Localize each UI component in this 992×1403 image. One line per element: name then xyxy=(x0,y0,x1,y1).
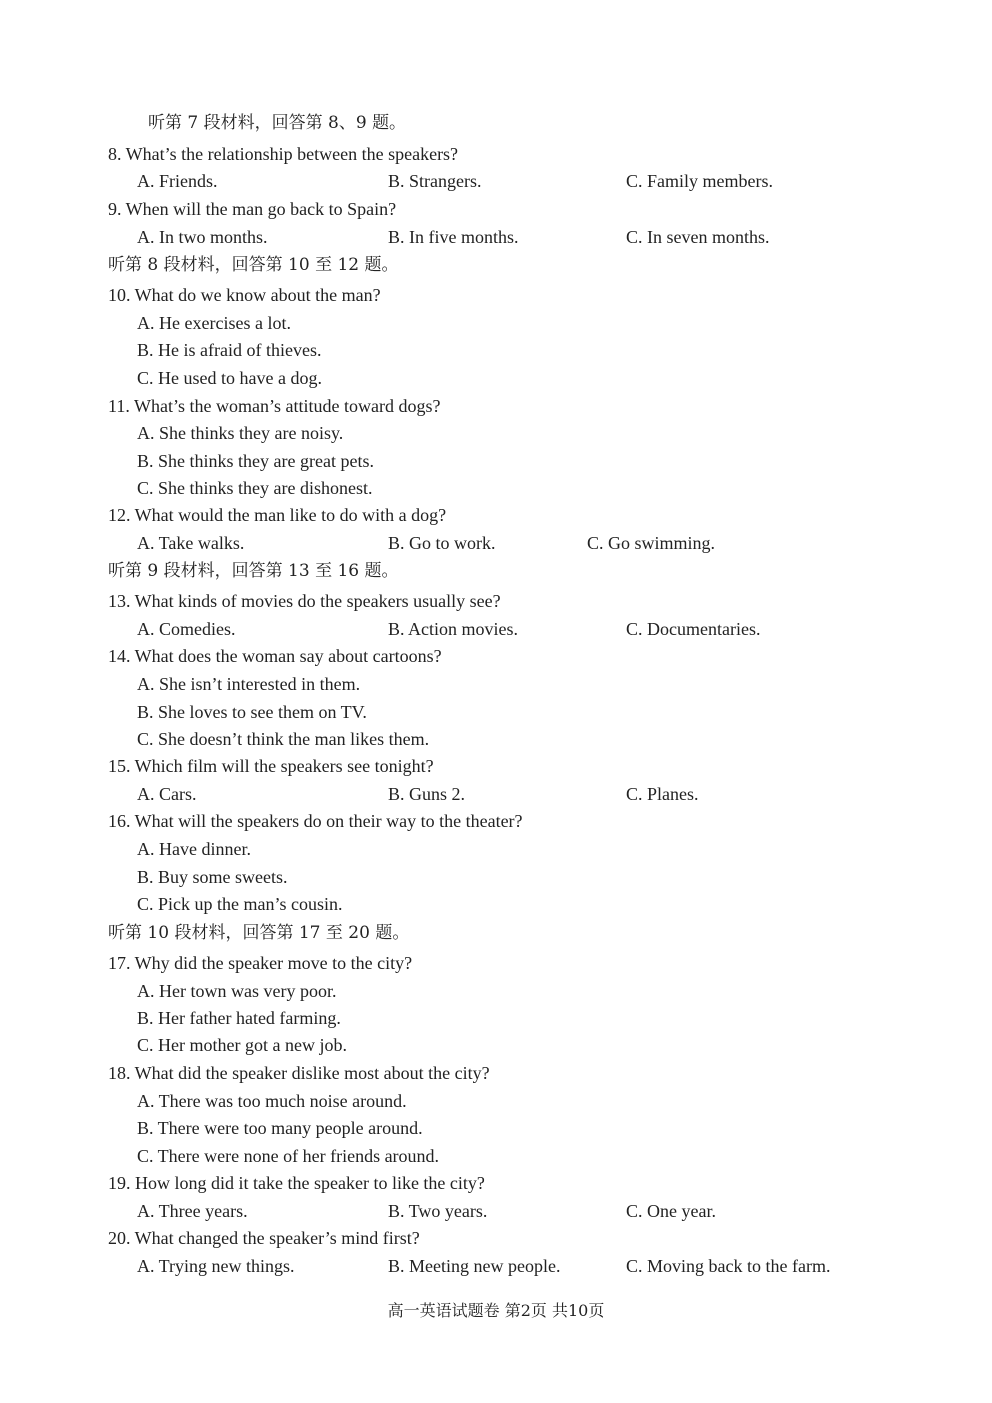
option-a: A. Her town was very poor. xyxy=(137,981,337,1001)
section-heading: 听第 7 段材料，回答第 8、9 题。 xyxy=(148,113,407,133)
option-a: A. Take walks. xyxy=(137,533,245,553)
option-b: B. Go to work. xyxy=(388,533,496,553)
option-b: B. Her father hated farming. xyxy=(137,1008,341,1028)
question-stem: 15. Which film will the speakers see tonight? xyxy=(108,756,434,776)
option-b: B. She thinks they are great pets. xyxy=(137,451,374,471)
option-b: B. Guns 2. xyxy=(388,784,466,804)
question-stem: 8. What’s the relationship between the speakers? xyxy=(108,144,459,164)
option-b: B. She loves to see them on TV. xyxy=(137,702,367,722)
option-c: C. In seven months. xyxy=(626,227,770,247)
option-a: A. There was too much noise around. xyxy=(137,1091,407,1111)
option-a: A. Friends. xyxy=(137,171,218,191)
question-stem: 17. Why did the speaker move to the city? xyxy=(108,953,413,973)
question-stem: 12. What would the man like to do with a dog? xyxy=(108,505,447,525)
question-stem: 19. How long did it take the speaker to like the city? xyxy=(108,1173,485,1193)
option-a: A. Cars. xyxy=(137,784,197,804)
option-c: C. Planes. xyxy=(626,784,699,804)
section-heading: 听第 9 段材料，回答第 13 至 16 题。 xyxy=(108,561,399,581)
question-stem: 11. What’s the woman’s attitude toward dogs? xyxy=(108,396,441,416)
option-a: A. In two months. xyxy=(137,227,268,247)
option-c: C. Go swimming. xyxy=(587,533,716,553)
option-a: A. Comedies. xyxy=(137,619,236,639)
option-a: A. She thinks they are noisy. xyxy=(137,423,344,443)
option-b: B. There were too many people around. xyxy=(137,1118,423,1138)
option-b: B. Two years. xyxy=(388,1201,488,1221)
option-b: B. Meeting new people. xyxy=(388,1256,561,1276)
option-a: A. Have dinner. xyxy=(137,839,251,859)
option-b: B. Action movies. xyxy=(388,619,518,639)
question-stem: 9. When will the man go back to Spain? xyxy=(108,199,397,219)
option-c: C. Pick up the man’s cousin. xyxy=(137,894,343,914)
question-stem: 18. What did the speaker dislike most about the city? xyxy=(108,1063,490,1083)
option-a: A. She isn’t interested in them. xyxy=(137,674,361,694)
option-c: C. Documentaries. xyxy=(626,619,761,639)
section-heading: 听第 8 段材料，回答第 10 至 12 题。 xyxy=(108,255,399,275)
question-stem: 14. What does the woman say about cartoons? xyxy=(108,646,442,666)
option-c: C. There were none of her friends around. xyxy=(137,1146,440,1166)
section-heading: 听第 10 段材料，回答第 17 至 20 题。 xyxy=(108,923,410,943)
option-c: C. She doesn’t think the man likes them. xyxy=(137,729,430,749)
option-a: A. Trying new things. xyxy=(137,1256,295,1276)
option-c: C. Moving back to the farm. xyxy=(626,1256,831,1276)
option-c: C. He used to have a dog. xyxy=(137,368,322,388)
option-c: C. She thinks they are dishonest. xyxy=(137,478,373,498)
option-a: A. Three years. xyxy=(137,1201,248,1221)
option-b: B. He is afraid of thieves. xyxy=(137,340,322,360)
option-b: B. Buy some sweets. xyxy=(137,867,288,887)
option-b: B. Strangers. xyxy=(388,171,482,191)
question-stem: 16. What will the speakers do on their way to the theater? xyxy=(108,811,523,831)
question-stem: 20. What changed the speaker’s mind first? xyxy=(108,1228,420,1248)
page-footer: 高一英语试题卷 第2页 共10页 xyxy=(387,1301,605,1320)
option-c: C. Family members. xyxy=(626,171,773,191)
option-b: B. In five months. xyxy=(388,227,519,247)
option-a: A. He exercises a lot. xyxy=(137,313,291,333)
question-stem: 13. What kinds of movies do the speakers usually see? xyxy=(108,591,501,611)
option-c: C. One year. xyxy=(626,1201,716,1221)
option-c: C. Her mother got a new job. xyxy=(137,1035,347,1055)
question-stem: 10. What do we know about the man? xyxy=(108,285,381,305)
